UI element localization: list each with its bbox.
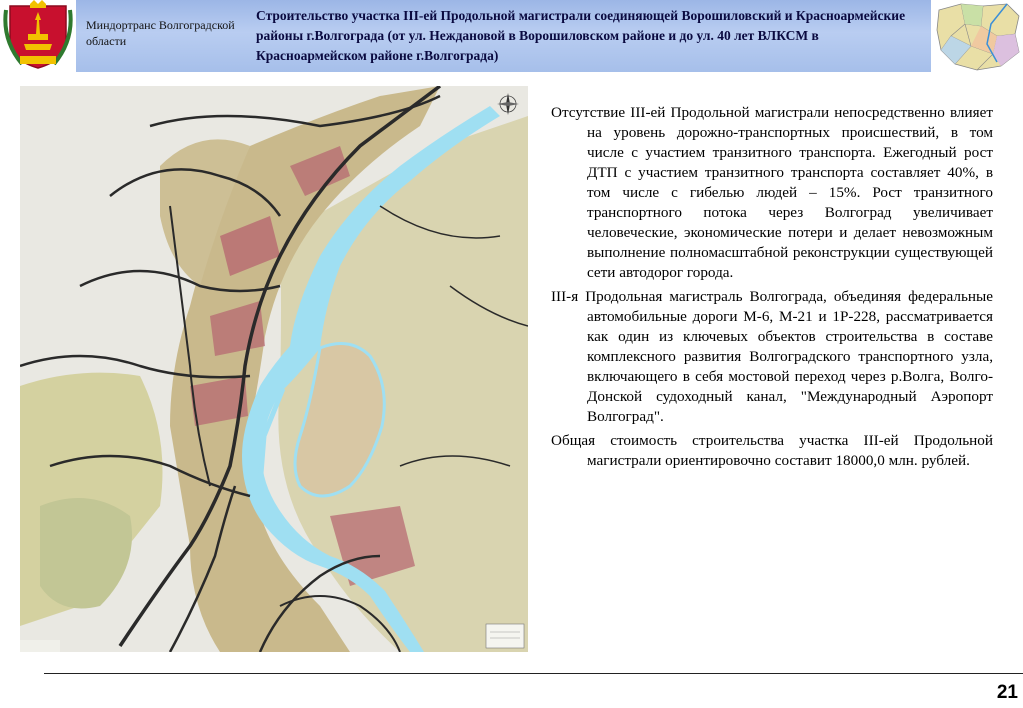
paragraph-1: Отсутствие III-ей Продольной магистрали непосредственно влияет на уровень дорожно-транспортных происшествий, в том числе с участием транзитного транспорта. Ежегодный рост ДТП с участием транзитного транспорта составляет 40%, в том числе с гибелью людей – 15%. Рост транзитного транспортного потока через Волгоград увеличивает человеческие, экономические потери и делает невозможным выполнение полномасштабной реконструкции существующей сети автодорог города. — [551, 104, 993, 281]
slide-title: Строительство участка III-ей Продольной магистрали соединяющей Ворошиловский и Красноармейские районы г.Волгограда (от ул. Неждановой в Ворошиловском районе и до ул. 40 лет ВЛКСМ в Красноармейском районе г.Волгограда) — [256, 8, 906, 63]
region-map-icon — [931, 0, 1023, 72]
footer-divider — [44, 673, 1023, 674]
coat-of-arms-icon — [0, 0, 76, 72]
header-bar — [76, 0, 931, 72]
paragraph-2: III-я Продольная магистраль Волгограда, объединяя федеральные автомобильные дороги М-6, М-21 и 1Р-228, рассматривается как один из ключевых объектов строительства в составе комплексного развития Волгоградского транспортного узла, включающего в себя мостовой переход через р.Волга, Волго-Донской судоходный канал, "Международный Аэропорт Волгоград". — [551, 288, 993, 425]
body-text — [551, 103, 993, 475]
paragraph-3: Общая стоимость строительства участка III-ей Продольной магистрали ориентировочно составит 18000,0 млн. рублей. — [551, 432, 993, 469]
city-master-plan-map — [20, 86, 528, 652]
page-number: 21 — [996, 682, 1018, 703]
organization-name: Миндортранс Волгоградской области — [86, 18, 235, 48]
